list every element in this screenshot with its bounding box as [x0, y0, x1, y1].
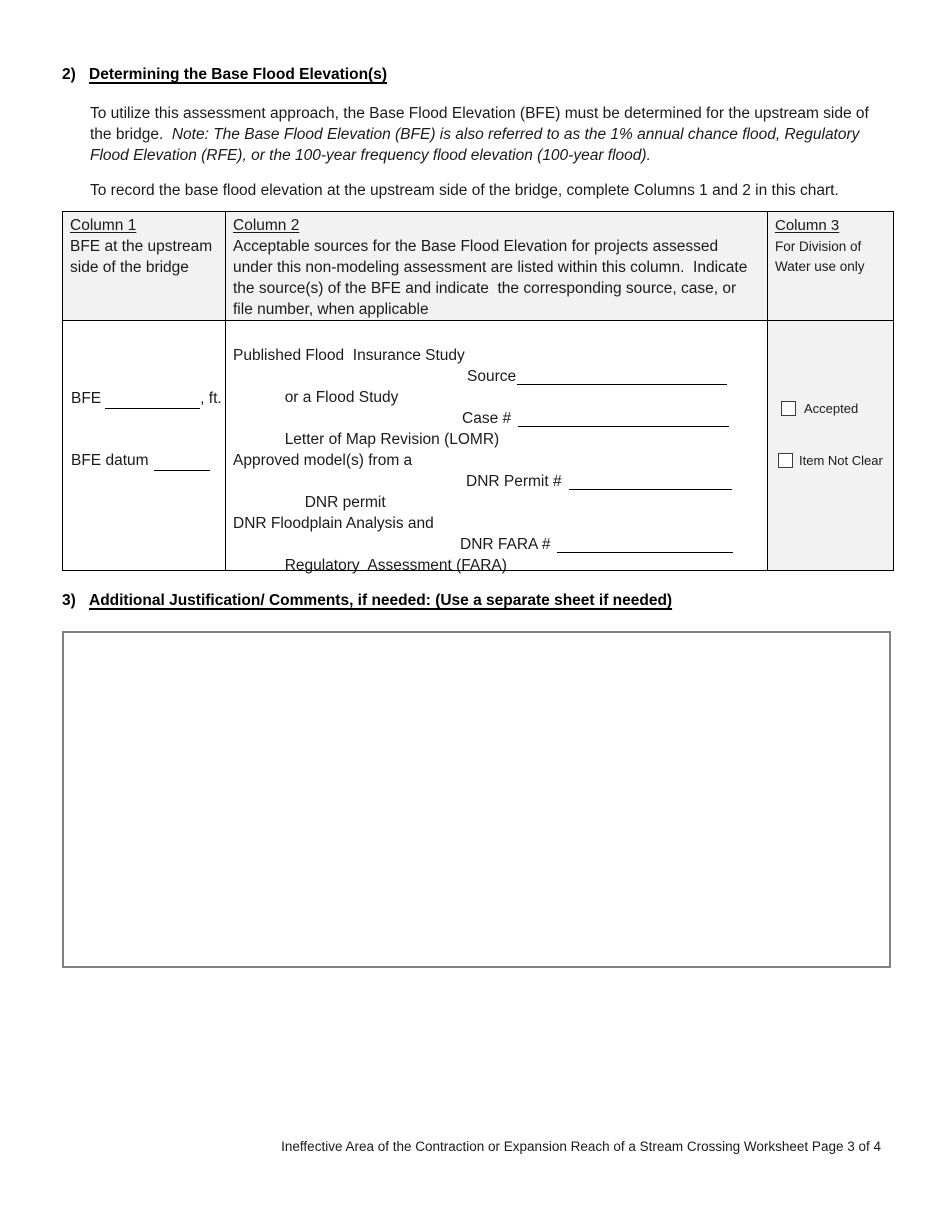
bfe-value-blank[interactable]: [105, 393, 200, 409]
source-item4-line2: [233, 534, 759, 574]
source-item1-line2-text: or a Flood Study: [284, 389, 399, 406]
dnr-fara-blank[interactable]: [557, 534, 733, 553]
page-footer: Ineffective Area of the Contraction or Expansion Reach of a Stream Crossing Worksheet Page 3 of 4: [281, 1139, 881, 1154]
intro-text: To utilize this assessment approach, the Base Flood Elevation (BFE) must be determined for the upstream side of the bridge.: [90, 105, 874, 143]
intro-paragraph: [90, 103, 880, 166]
col3-header-desc: For Division of Water use only: [775, 239, 866, 274]
bfe-elevation-line: [71, 388, 222, 409]
table-body-row: [63, 321, 894, 571]
source-item2-line1: [233, 408, 759, 448]
instruction-paragraph: To record the base flood elevation at the upstream side of the bridge, complete Columns 1 and 2 in this chart.: [90, 182, 839, 199]
col3-header-cell: [768, 212, 894, 321]
accepted-checkbox[interactable]: [781, 401, 796, 416]
source-item1-line1: Published Flood Insurance Study: [233, 347, 465, 364]
bfe-datum-label: BFE datum: [71, 452, 149, 469]
source-item4-line2-text: Regulatory Assessment (FARA): [284, 557, 507, 574]
bfe-table: [62, 211, 894, 574]
source-item3-line2-text: DNR permit: [304, 494, 386, 511]
source-item3-line2: [233, 471, 759, 511]
col3-header-title: Column 3: [775, 217, 840, 234]
section-3-title: Additional Justification/ Comments, if needed: (Use a separate sheet if needed): [89, 592, 673, 609]
col2-body-cell: [226, 321, 768, 574]
col1-body-cell: [63, 321, 226, 571]
comments-box[interactable]: [62, 631, 891, 968]
col2-header-cell: [226, 212, 768, 321]
case-number-blank[interactable]: [518, 408, 729, 427]
bfe-datum-blank[interactable]: [154, 455, 210, 471]
bfe-unit-suffix: , ft.: [200, 390, 222, 407]
case-number-field-label: Case #: [462, 410, 512, 427]
bfe-datum-line: [71, 450, 210, 471]
col2-header-title: Column 2: [233, 217, 300, 234]
section-3-number: 3): [62, 592, 76, 609]
dnr-permit-blank[interactable]: [569, 471, 732, 490]
item-not-clear-checkbox-row[interactable]: [778, 453, 883, 468]
section-3-heading: [62, 592, 672, 610]
table-header-row: [63, 212, 894, 321]
dnr-fara-field-label: DNR FARA #: [460, 536, 551, 553]
col1-header-cell: [63, 212, 226, 321]
col2-header-desc: Acceptable sources for the Base Flood Elevation for projects assessed under this non-modeling assessment are listed within this column. Indicate the source(s) of the BFE and indicate the corresponding source, case, or file number, when applicable: [233, 238, 752, 318]
col1-header-desc: BFE at the upstream side of the bridge: [70, 238, 217, 276]
source-field: [467, 366, 727, 387]
col3-body-cell: [768, 321, 894, 571]
section-2-title: Determining the Base Flood Elevation(s): [89, 66, 387, 83]
accepted-checkbox-row[interactable]: [781, 401, 858, 416]
col1-header-title: Column 1: [70, 217, 137, 234]
section-2-heading: [62, 66, 387, 84]
source-item1-line2: [233, 366, 759, 406]
source-field-label: Source: [467, 368, 517, 385]
accepted-checkbox-label: Accepted: [804, 401, 859, 416]
source-item2-line1-text: Letter of Map Revision (LOMR): [284, 431, 500, 448]
source-item4-line1: DNR Floodplain Analysis and: [233, 515, 434, 532]
dnr-fara-field: [460, 534, 733, 555]
source-item3-line1: Approved model(s) from a: [233, 452, 413, 469]
intro-note-italic: Note: The Base Flood Elevation (BFE) is also referred to as the 1% annual chance flood, Regulatory Flood Elevation (RFE), or the 100-year frequency flood elevation (100-year flood).: [90, 126, 864, 164]
dnr-permit-field: [466, 471, 732, 492]
item-not-clear-checkbox-label: Item Not Clear: [799, 453, 883, 468]
section-2-number: 2): [62, 66, 76, 83]
bfe-label: BFE: [71, 390, 102, 407]
case-number-field: [462, 408, 729, 429]
item-not-clear-checkbox[interactable]: [778, 453, 793, 468]
source-field-blank[interactable]: [517, 366, 727, 385]
dnr-permit-field-label: DNR Permit #: [466, 473, 562, 490]
